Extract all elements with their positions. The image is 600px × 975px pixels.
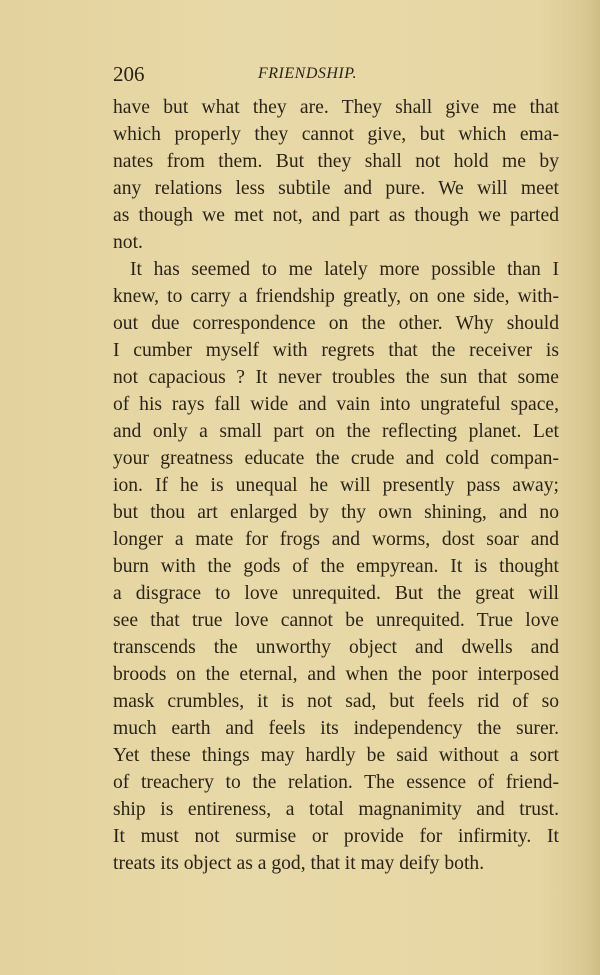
text-line: as though we met not, and part as though we parted [113, 205, 559, 226]
paragraph-1 [113, 94, 559, 256]
text-line: not capacious ? It never troubles the sun that some [113, 367, 559, 388]
text-line: burn with the gods of the empyrean. It is thought [113, 556, 559, 577]
paragraph-2 [113, 256, 559, 877]
text-line: nates from them. But they shall not hold me by [113, 151, 559, 172]
body-text [113, 94, 559, 877]
text-line: broods on the eternal, and when the poor interposed [113, 664, 559, 685]
text-line: Yet these things may hardly be said without a sort [113, 745, 559, 766]
text-line: which properly they cannot give, but which ema- [113, 124, 559, 145]
text-line: longer a mate for frogs and worms, dost soar and [113, 529, 559, 550]
page-header [113, 60, 558, 88]
text-line: much earth and feels its independency the surer. [113, 718, 559, 739]
text-line: I cumber myself with regrets that the receiver is [113, 340, 559, 361]
text-line: not. [113, 232, 143, 253]
text-line: treats its object as a god, that it may deify both. [113, 853, 485, 874]
text-line: your greatness educate the crude and cold compan- [113, 448, 559, 469]
text-line: transcends the unworthy object and dwells and [113, 637, 559, 658]
text-line: see that true love cannot be unrequited. True love [113, 610, 559, 631]
text-line: and only a small part on the reflecting planet. Let [113, 421, 559, 442]
text-line: ion. If he is unequal he will presently pass away; [113, 475, 559, 496]
text-line: have but what they are. They shall give me that [113, 97, 559, 118]
text-line: out due correspondence on the other. Why should [113, 313, 559, 334]
running-title: FRIENDSHIP. [258, 65, 357, 82]
page-number: 206 [113, 62, 145, 86]
text-line: ship is entireness, a total magnanimity and trust. [113, 799, 559, 820]
text-line: but thou art enlarged by thy own shining, and no [113, 502, 559, 523]
text-line: It has seemed to me lately more possible than I [130, 259, 559, 280]
text-line: knew, to carry a friendship greatly, on one side, with- [113, 286, 559, 307]
text-line: a disgrace to love unrequited. But the great will [113, 583, 559, 604]
text-line: mask crumbles, it is not sad, but feels rid of so [113, 691, 559, 712]
text-line: any relations less subtile and pure. We will meet [113, 178, 559, 199]
text-line: of his rays fall wide and vain into ungrateful space, [113, 394, 559, 415]
text-line: It must not surmise or provide for infirmity. It [113, 826, 559, 847]
text-line: of treachery to the relation. The essence of friend- [113, 772, 559, 793]
